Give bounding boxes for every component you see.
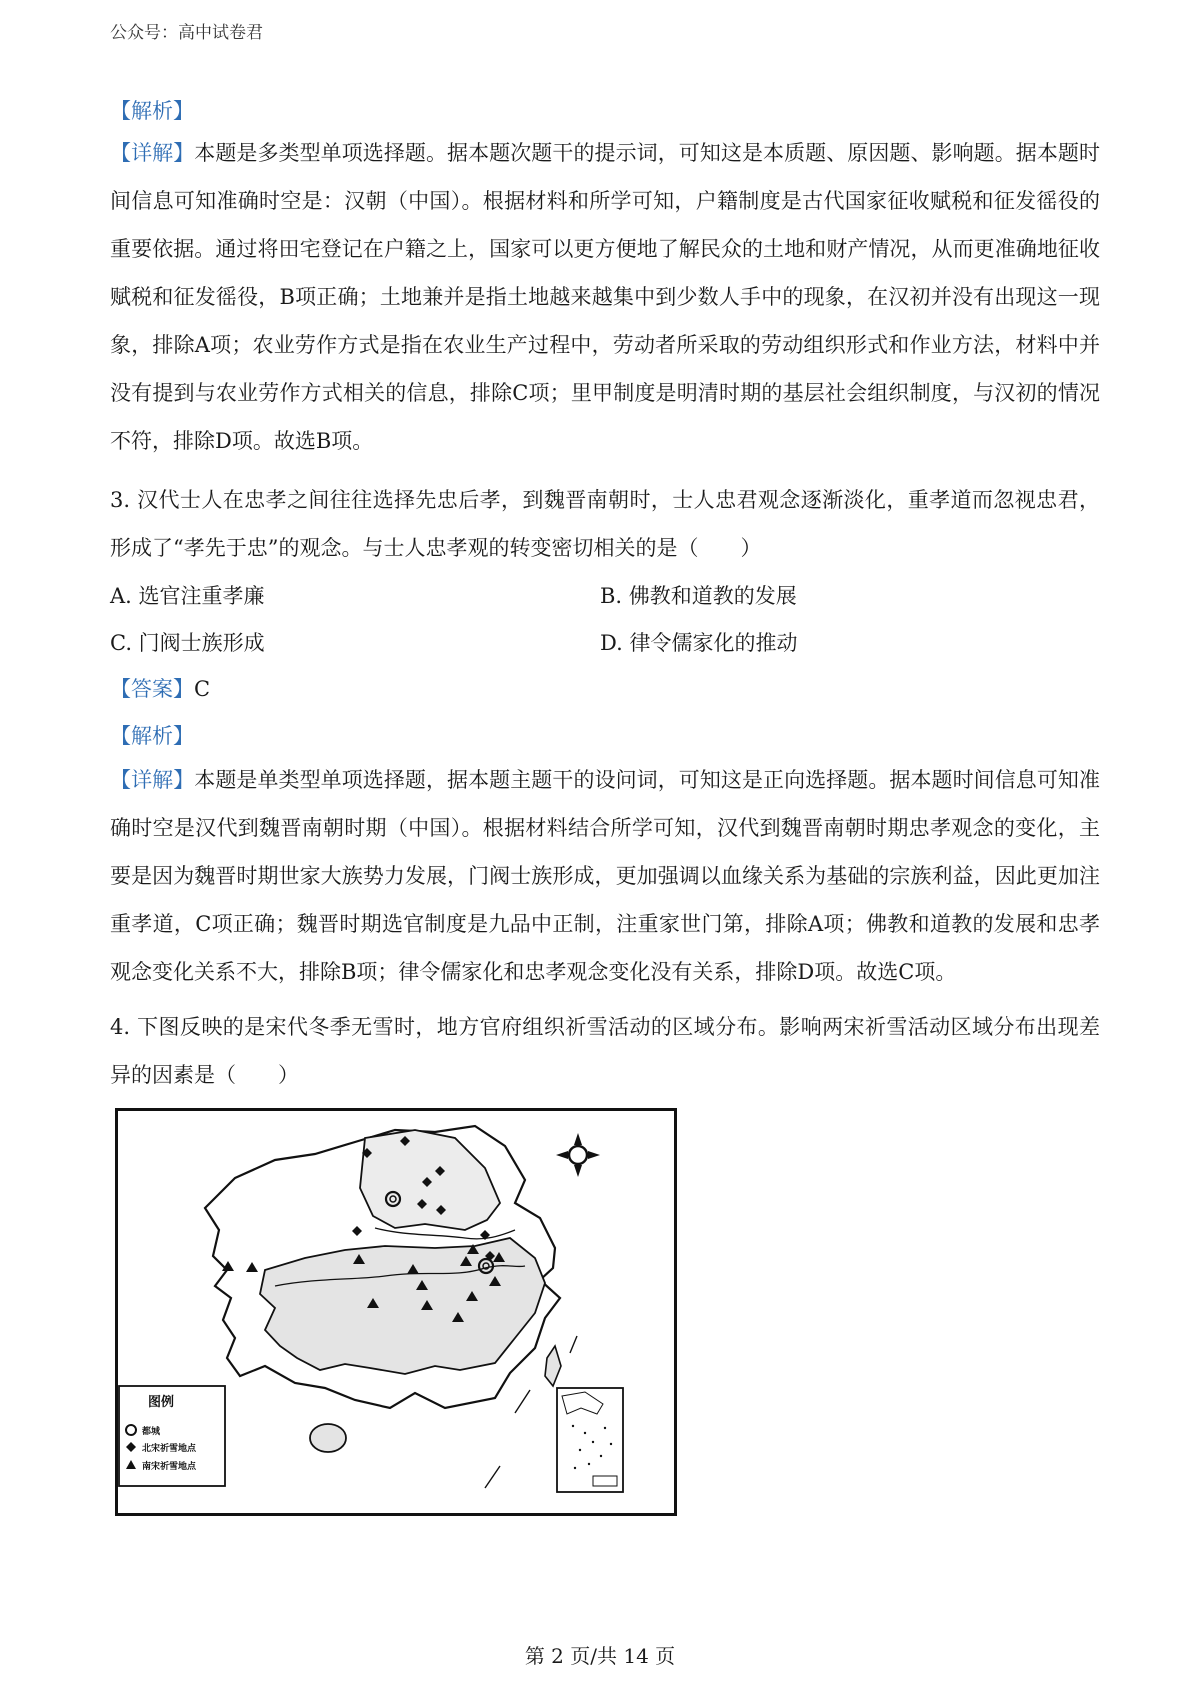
legend-southern-label: 南宋祈雪地点 bbox=[142, 1462, 197, 1472]
legend-capital-label: 都城 bbox=[142, 1427, 161, 1437]
detail-label: 【详解】 bbox=[110, 141, 195, 165]
detail-label: 【详解】 bbox=[110, 768, 195, 792]
hainan-island bbox=[310, 1424, 346, 1452]
analysis-label: 【解析】 bbox=[110, 99, 194, 123]
answer-value: C bbox=[194, 677, 211, 701]
legend-title: 图例 bbox=[148, 1395, 175, 1410]
q3-detail-paragraph bbox=[110, 756, 1100, 996]
q3-stem: 3. 汉代士人在忠孝之间往往选择先忠后孝，到魏晋南朝时，士人忠君观念逐渐淡化，重孝道而忽视忠君，形成了“孝先于忠”的观念。与士人忠孝观的转变密切相关的是（ ） bbox=[110, 488, 1100, 560]
legend-northern-label: 北宋祈雪地点 bbox=[142, 1444, 197, 1454]
q2-detail-text: 本题是多类型单项选择题。据本题次题干的提示词，可知这是本质题、原因题、影响题。据本题时间信息可知准确时空是：汉朝（中国）。根据材料和所学可知，户籍制度是古代国家征收赋税和征发徭役的重要依据。通过将田宅登记在户籍之上，国家可以更方便地了解民众的土地和财产情况，从而更准确地征收赋税和征发徭役，B项正确；土地兼并是指土地越来越集中到少数人手中的现象，在汉初并没有出现这一现象，排除A项；农业劳作方式是指在农业生产过程中，劳动者所采取的劳动组织形式和作业方法，材料中并没有提到与农业劳作方式相关的信息，排除C项；里甲制度是明清时期的基层社会组织制度，与汉初的情况不符，排除D项。故选B项。 bbox=[110, 141, 1101, 453]
q2-detail-paragraph bbox=[110, 129, 1100, 465]
q3-option-c: C. 门阀士族形成 bbox=[110, 631, 265, 655]
q3-answer bbox=[110, 673, 210, 703]
answer-label: 【答案】 bbox=[110, 677, 194, 701]
q3-option-a: A. 选官注重孝廉 bbox=[110, 584, 265, 608]
q4-stem: 4. 下图反映的是宋代冬季无雪时，地方官府组织祈雪活动的区域分布。影响两宋祈雪活动区域分布出现差异的因素是（ ） bbox=[110, 1015, 1100, 1087]
south-sea-inset bbox=[557, 1388, 623, 1492]
map-legend bbox=[119, 1386, 225, 1486]
q3-option-d: D. 律令儒家化的推动 bbox=[600, 631, 798, 655]
page-footer: 第 2 页/共 14 页 bbox=[524, 1644, 676, 1668]
analysis-label: 【解析】 bbox=[110, 724, 194, 748]
q3-detail-text: 本题是单类型单项选择题，据本题主题干的设问词，可知这是正向选择题。据本题时间信息可知准确时空是汉代到魏晋南朝时期（中国）。根据材料结合所学可知，汉代到魏晋南朝时期忠孝观念的变化，主要是因为魏晋时期世家大族势力发展，门阀士族形成，更加强调以血缘关系为基础的宗族利益，因此更加注重孝道，C项正确；魏晋时期选官制度是九品中正制，注重家世门第，排除A项；佛教和道教的发展和忠孝观念变化关系不大，排除B项；律令儒家化和忠孝观念变化没有关系，排除D项。故选C项。 bbox=[110, 768, 1101, 984]
q3-option-b: B. 佛教和道教的发展 bbox=[600, 584, 797, 608]
page-header: 公众号：高中试卷君 bbox=[110, 23, 263, 43]
song-snow-prayer-map bbox=[115, 1108, 677, 1516]
